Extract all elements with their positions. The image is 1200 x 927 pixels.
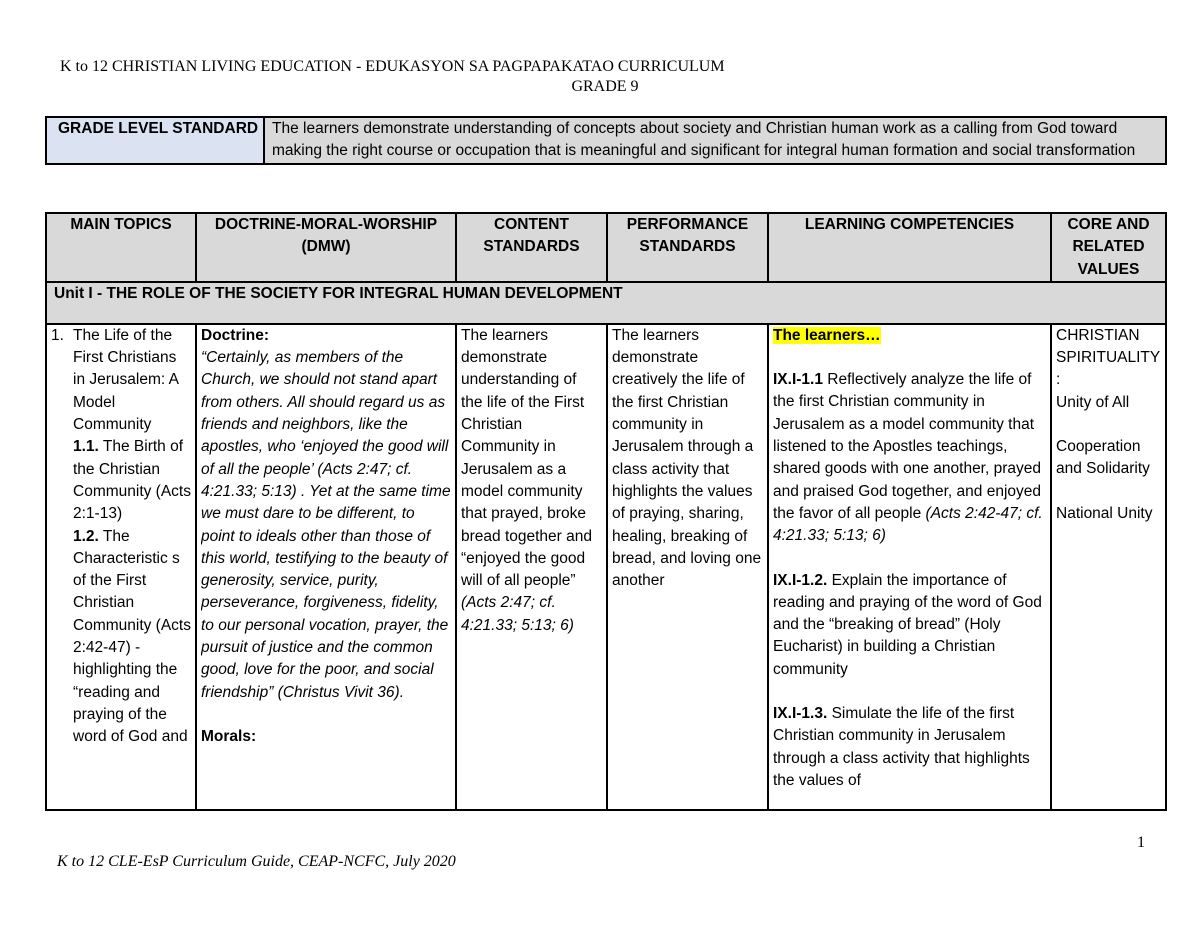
content-standards-cell [456,324,607,810]
unit-row [46,282,1166,324]
column-header-learning-competencies: LEARNING COMPETENCIES [768,213,1051,282]
dmw-cell [196,324,456,810]
content-standard-reference: (Acts 2:47; cf. 4:21.33; 5:13; 6) [461,594,574,634]
value-christian-spirituality: CHRISTIAN SPIRITUALITY : [1056,326,1160,389]
subtopic-1-number: 1.1. [73,438,99,456]
column-header-dmw: DOCTRINE-MORAL-WORSHIP (DMW) [196,213,456,282]
learning-competencies-cell [768,324,1051,810]
performance-standards-cell [607,324,768,810]
footer-guide-text: K to 12 CLE-EsP Curriculum Guide, CEAP-NCFC, July 2020 [57,853,456,870]
column-header-content-standards: CONTENT STANDARDS [456,213,607,282]
column-header-core-values: CORE AND RELATED VALUES [1051,213,1166,282]
competencies-intro: The learners… [773,326,881,344]
competency-1-code: IX.I-1.1 [773,371,823,389]
performance-standard-text: The learners demonstrate creatively the life of the first Christian community in Jerusalem through a class activity that highlights the values of praying, sharing, healing, breaking of bread, and loving one another [612,326,762,590]
competency-2-text: Explain the importance of reading and praying of the word of God and the “breaking of bread” (Holy Eucharist) in building a Christian community [773,571,1042,678]
grade-level-standard-text: The learners demonstrate understanding of concepts about society and Christian human work as a calling from God toward making the right course or occupation that is meaningful and significant for integral human formation and social transformation [264,117,1166,164]
grade-level-standard-table [45,116,1167,165]
subtopic-1-text: The Birth of the Christian Community (Acts 2:1-13) [73,438,191,523]
core-values-cell [1051,324,1166,810]
grade-heading: GRADE 9 [571,78,639,95]
value-cooperation-solidarity: Cooperation and Solidarity [1056,438,1150,478]
value-national-unity: National Unity [1056,504,1153,522]
competency-2-code: IX.I-1.2. [773,571,828,589]
main-topics-cell [46,324,196,810]
competency-3-text: Simulate the life of the first Christian community in Jerusalem through a class activity that highlights the values of [773,705,1030,789]
doctrine-text: “Certainly, as members of the Church, we should not stand apart from others. All should regard us as friends and neighbors, like the apostles, who ‘enjoyed the good will of all the people’ (Acts 2:47; cf. 4:21.33; 5:13) . Yet at the same time we must dare to be different, to point to ideals other than those of this world, testifying to the beauty of generosity, service, purity, perseverance, forgiveness, fidelity, to our personal vocation, prayer, the pursuit of justice and the common good, love for the poor, and social friendship” (Christus Vivit 36). [201,349,451,701]
subtopic-2-number: 1.2. [73,527,99,545]
subtopic-2-text: The Characteristic s of the First Christian Community (Acts 2:42-47) - highlighting the “reading and praying of the word of God and [73,527,191,746]
competency-1-reference: (Acts 2:42-47; cf. 4:21.33; 5:13; 6) [773,504,1043,545]
value-unity-of-all: Unity of All [1056,393,1130,411]
column-header-performance-standards: PERFORMANCE STANDARDS [607,213,768,282]
table-row [46,324,1166,810]
grade-level-standard-label: GRADE LEVEL STANDARD [46,117,264,164]
morals-label: Morals: [201,727,257,745]
competency-3-code: IX.I-1.3. [773,705,828,723]
page-number: 1 [1137,834,1145,851]
unit-title: Unit I - THE ROLE OF THE SOCIETY FOR INTEGRAL HUMAN DEVELOPMENT [46,282,1166,324]
document-title: K to 12 CHRISTIAN LIVING EDUCATION - EDUKASYON SA PAGPAPAKATAO CURRICULUM [60,58,725,75]
column-header-main-topics: MAIN TOPICS [46,213,196,282]
topic-title: The Life of the First Christians in Jerusalem: A Model Community [73,326,179,434]
doctrine-label: Doctrine: [201,326,270,344]
table-header-row [46,213,1166,282]
topic-number: 1. [51,326,64,344]
curriculum-table [45,212,1167,811]
competency-1-text: Reflectively analyze the life of the first Christian community in Jerusalem as a model community that listened to the Apostles teachings, shared goods with one another, prayed and praised God together, and enjoyed the favor of all people [773,371,1042,522]
content-standard-text: The learners demonstrate understanding of the life of the First Christian Community in Jerusalem as a model community that prayed, broke bread together and “enjoyed the good will of all people” [461,326,592,590]
